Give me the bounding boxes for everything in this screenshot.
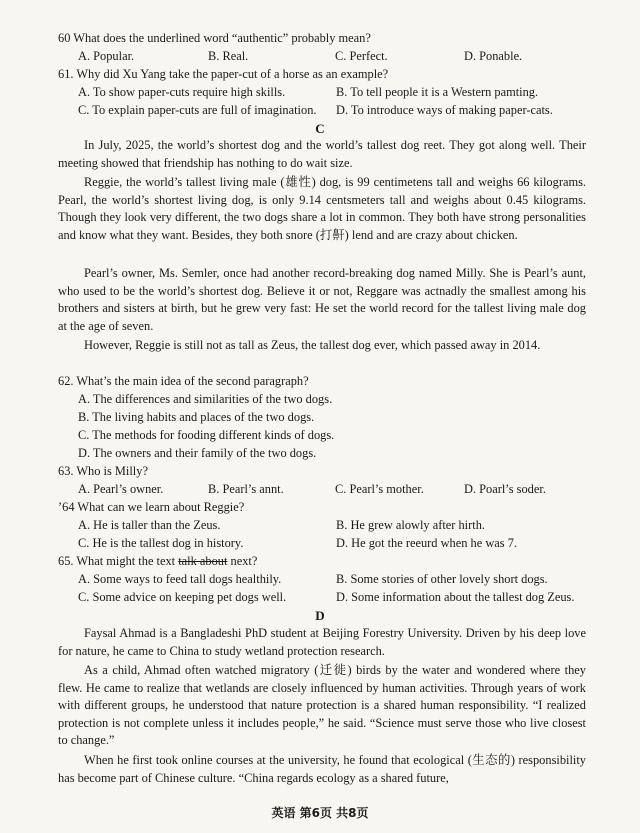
question-65-stem: [58, 553, 598, 570]
question-65-options-row2: [78, 589, 618, 606]
passage-c-paragraph-1: [58, 137, 586, 172]
question-64-options-row1: [78, 517, 618, 534]
passage-c-paragraph-4-text: However, Reggie is still not as tall as Zeus, the tallest dog ever, which passed away in 2014.: [84, 338, 541, 352]
question-65-option-b: B. Some stories of other lovely short dogs.: [336, 572, 548, 586]
passage-d-paragraph-2: [58, 662, 586, 750]
question-61-option-d: D. To introduce ways of making paper-cats.: [336, 103, 553, 117]
question-64-option-b: B. He grew alowly after hirth.: [336, 518, 485, 532]
question-63-option-a: A. Pearl’s owner.: [78, 482, 164, 496]
question-61-option-a: A. To show paper-cuts require high skills.: [78, 85, 286, 99]
passage-c-paragraph-3: [58, 265, 586, 335]
question-61-option-b: B. To tell people it is a Western pamting.: [336, 85, 539, 99]
question-64-option-c: C. He is the tallest dog in history.: [78, 536, 244, 550]
question-62-option-a: A. The differences and similarities of the two dogs.: [78, 392, 333, 406]
question-65-option-a: A. Some ways to feed tall dogs healthily.: [78, 572, 282, 586]
question-60-options: [78, 48, 618, 65]
passage-c-paragraph-1-text: In July, 2025, the world’s shortest dog and the world’s tallest dog reet. They got along well. Their meeting showed that friendship has nothing to do wait size.: [58, 138, 586, 170]
question-64-option-a: A. He is taller than the Zeus.: [78, 518, 221, 532]
passage-c-paragraph-2: [58, 174, 586, 244]
question-64-option-d: D. He got the reeurd when he was 7.: [336, 536, 517, 550]
question-60-option-c: C. Perfect.: [335, 49, 388, 63]
passage-d-paragraph-1: [58, 625, 586, 660]
question-65-option-c: C. Some advice on keeping pet dogs well.: [78, 590, 287, 604]
question-62-option-c: C. The methods for fooding different kinds of dogs.: [78, 428, 335, 442]
question-61-options-row1: [78, 84, 618, 101]
question-65-stem-start: 65. What might the text: [58, 554, 179, 568]
page-footer: 英语 第6页 共8页: [271, 806, 369, 820]
question-63-stem: 63. Who is Milly?: [58, 464, 148, 478]
question-61-option-c: C. To explain paper-cuts are full of imagination.: [78, 103, 317, 117]
question-65-options-row1: [78, 571, 618, 588]
question-60-option-d: D. Ponable.: [464, 49, 523, 63]
question-60-stem: 60 What does the underlined word “authentic” probably mean?: [58, 31, 371, 45]
question-65-stem-end: next?: [227, 554, 258, 568]
question-61-options-row2: [78, 102, 618, 119]
section-c-heading: C: [315, 121, 325, 136]
question-63-options: [78, 481, 618, 498]
question-62-option-b: B. The living habits and places of the two dogs.: [78, 410, 315, 424]
passage-d-paragraph-2-text: As a child, Ahmad often watched migratory (迁徙) birds by the water and wondered where they flew. He came to realize that wetlands are closely influenced by human activities. Through years of work with different groups, he understood that nature protection is a shared human responsibility. “I realized protection is not complete unless it includes people,” he said. “Science must serve those who live closest to change.”: [58, 663, 586, 748]
question-65-stem-struck: talk about: [178, 554, 228, 568]
question-63-option-d: D. Poarl’s soder.: [464, 482, 546, 496]
question-64-options-row2: [78, 535, 618, 552]
passage-c-paragraph-2-text: Reggie, the world’s tallest living male (雄性) dog, is 99 centimetens tall and weighs 66 kilograms. Pearl, the world’s shortest living dog, is only 9.14 centsmeters tall and weighs about 0.45 kilograms. Though they look very different, the two dogs share a lot in common. They both have strong personalities and know what they want. Besides, they both snore (打鼾) lend and are crazy about chicken.: [58, 175, 586, 242]
question-63-option-b: B. Pearl’s annt.: [208, 482, 284, 496]
question-61-stem: 61. Why did Xu Yang take the paper-cut of a horse as an example?: [58, 67, 389, 81]
passage-d-paragraph-1-text: Faysal Ahmad is a Bangladeshi PhD student at Beijing Forestry University. Driven by his deep love for nature, he came to China to study wetland protection research.: [58, 626, 586, 658]
question-63-option-c: C. Pearl’s mother.: [335, 482, 424, 496]
question-62-option-d: D. The owners and their family of the two dogs.: [78, 446, 317, 460]
passage-c-paragraph-4: [58, 337, 586, 355]
question-65-option-d: D. Some information about the tallest dog Zeus.: [336, 590, 575, 604]
question-60-option-b: B. Real.: [208, 49, 249, 63]
passage-c-paragraph-3-text: Pearl’s owner, Ms. Semler, once had another record-breaking dog named Milly. She is Pearl’s aunt, who used to be the world’s shortest dog. Believe it or not, Reggare was actnadly the smallest among his brothers and sisters at birth, but he grew very fast: He set the world record for the tallest living male dog at the age of seven.: [58, 266, 586, 333]
question-64-stem: ’64 What can we learn about Reggie?: [58, 500, 245, 514]
passage-d-paragraph-3-text: When he first took online courses at the university, he found that ecological (生态的) responsibility has become part of Chinese culture. “China regards ecology as a shared future,: [58, 753, 586, 785]
section-d-heading: D: [315, 608, 325, 623]
question-62-stem: 62. What’s the main idea of the second paragraph?: [58, 374, 309, 388]
passage-d-paragraph-3: [58, 752, 586, 787]
question-60-option-a: A. Popular.: [78, 49, 135, 63]
